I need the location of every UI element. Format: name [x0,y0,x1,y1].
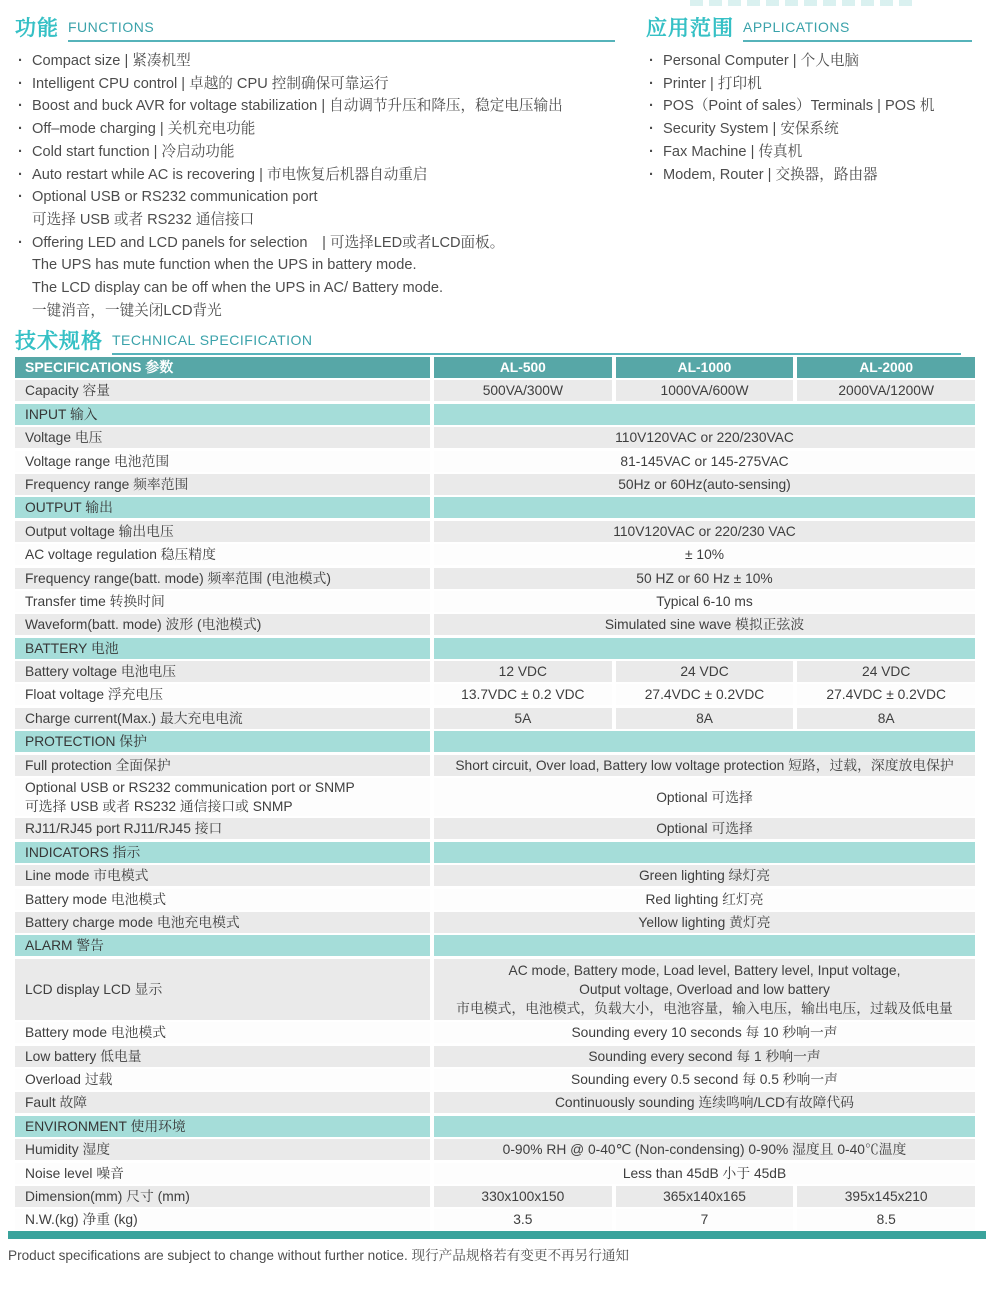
spec-row-value: ± 10% [434,544,975,565]
spec-row-value: 13.7VDC ± 0.2 VDC [434,684,612,705]
spec-section-row [15,935,975,956]
spec-row-value: Sounding every 10 seconds 每 10 秒响一声 [434,1022,975,1043]
spec-row-label: Humidity 湿度 [15,1139,430,1160]
spec-row [15,1163,975,1184]
application-item: · Personal Computer | 个人电脑 [646,50,972,73]
spec-row-value: 12 VDC [434,661,612,682]
spec-row-value: 5A [434,708,612,729]
function-item: · Compact size | 紧凑机型 [15,50,615,73]
spec-row-label: INDICATORS 指示 [15,842,430,863]
spec-section-row [15,404,975,425]
function-item-continuation: 可选择 USB 或者 RS232 通信接口 [32,211,255,228]
spec-row-value: 50 HZ or 60 Hz ± 10% [434,568,975,589]
spec-section-row [15,497,975,518]
spec-row [15,474,975,495]
spec-row [15,889,975,910]
applications-underline [743,19,972,42]
spec-row [15,1046,975,1067]
spec-title-en: TECHNICAL SPECIFICATION [112,332,313,348]
application-item: · Modem, Router | 交换器，路由器 [646,164,972,187]
spec-row-value: 8.5 [797,1209,975,1230]
spec-row [15,591,975,612]
spec-row-value: 8A [616,708,794,729]
functions-title-zh: 功能 [15,17,59,40]
function-item: · Intelligent CPU control | 卓越的 CPU 控制确保可靠运行 [15,73,615,96]
applications-title-en: APPLICATIONS [743,19,850,35]
spec-row [15,427,975,448]
spec-row-label: Full protection 全面保护 [15,755,430,776]
spec-row [15,865,975,886]
spec-row-value: 365x140x165 [616,1186,794,1207]
spec-row-value: Continuously sounding 连续鸣响/LCD有故障代码 [434,1092,975,1113]
spec-row [15,1139,975,1160]
applications-title-zh: 应用范围 [646,17,734,40]
spec-row [15,1186,975,1207]
function-item: · Cold start function | 冷启动功能 [15,141,615,164]
function-item: · Optional USB or RS232 communication port [15,186,615,209]
spec-title-zh: 技术规格 [15,330,103,353]
spec-section-fill [434,404,975,425]
spec-underline [112,332,961,355]
function-item: · Off–mode charging | 关机充电功能 [15,118,615,141]
spec-row [15,959,975,1020]
spec-row-value: Red lighting 红灯亮 [434,889,975,910]
spec-section-fill [434,638,975,659]
spec-table [15,357,975,1233]
spec-row [15,684,975,705]
function-item: · Boost and buck AVR for voltage stabilization | 自动调节升压和降压，稳定电压输出 [15,95,615,118]
spec-row [15,614,975,635]
function-item-continuation: The UPS has mute function when the UPS in battery mode. [32,257,417,274]
spec-row-value: Sounding every second 每 1 秒响一声 [434,1046,975,1067]
spec-row-label: Waveform(batt. mode) 波形 (电池模式) [15,614,430,635]
spec-section-row [15,731,975,752]
spec-header-col: AL-500 [434,357,612,378]
spec-row-label: INPUT 输入 [15,404,430,425]
applications-section [646,12,972,186]
spec-row-value: 110V120VAC or 220/230VAC [434,427,975,448]
functions-title-en: FUNCTIONS [68,19,155,35]
application-item: · Fax Machine | 传真机 [646,141,972,164]
spec-row [15,818,975,839]
spec-row-value: Optional 可选择 [434,778,975,816]
spec-row-label: Frequency range(batt. mode) 频率范围 (电池模式) [15,568,430,589]
spec-row-label: Low battery 低电量 [15,1046,430,1067]
spec-row-label: Voltage range 电池范围 [15,451,430,472]
spec-row [15,755,975,776]
spec-header-row [15,357,975,378]
spec-row-label: BATTERY 电池 [15,638,430,659]
application-item: · Security System | 安保系统 [646,118,972,141]
applications-list [646,50,972,186]
spec-row [15,451,975,472]
spec-row-label: Battery mode 电池模式 [15,1022,430,1043]
spec-row-label: Transfer time 转换时间 [15,591,430,612]
spec-header-label: SPECIFICATIONS 参数 [15,357,430,378]
spec-row-value: Less than 45dB 小于 45dB [434,1163,975,1184]
spec-row-label: Overload 过载 [15,1069,430,1090]
spec-header-col: AL-1000 [616,357,794,378]
function-item: · Auto restart while AC is recovering | 市电恢复后机器自动重启 [15,164,615,187]
spec-row-label: LCD display LCD 显示 [15,959,430,1020]
footer-note: Product specifications are subject to change without further notice. 现行产品规格若有变更不再另行通知 [8,1248,630,1263]
spec-row [15,1092,975,1113]
spec-row-value: Simulated sine wave 模拟正弦波 [434,614,975,635]
clipped-header-fragment [690,0,915,6]
spec-row-label: Battery mode 电池模式 [15,889,430,910]
spec-row [15,544,975,565]
spec-row-label: Line mode 市电模式 [15,865,430,886]
spec-row-label: N.W.(kg) 净重 (kg) [15,1209,430,1230]
spec-header-col: AL-2000 [797,357,975,378]
spec-row [15,568,975,589]
spec-row-value: 81-145VAC or 145-275VAC [434,451,975,472]
spec-row-value: Optional 可选择 [434,818,975,839]
spec-row-value: Short circuit, Over load, Battery low voltage protection 短路，过载，深度放电保护 [434,755,975,776]
spec-section-fill [434,842,975,863]
functions-underline [68,19,615,42]
spec-row-value: 395x145x210 [797,1186,975,1207]
spec-section-row [15,842,975,863]
spec-section-fill [434,1116,975,1137]
spec-row-label: Float voltage 浮充电压 [15,684,430,705]
spec-row-value: Yellow lighting 黄灯亮 [434,912,975,933]
spec-row [15,1069,975,1090]
functions-heading [15,12,615,42]
functions-list [15,50,615,322]
spec-row-value: 24 VDC [616,661,794,682]
functions-section [15,12,615,322]
spec-row-label: Battery charge mode 电池充电模式 [15,912,430,933]
spec-section-fill [434,497,975,518]
spec-row-value: Typical 6-10 ms [434,591,975,612]
spec-row [15,1209,975,1230]
table-bottom-bar [8,1231,986,1239]
spec-row-label: RJ11/RJ45 port RJ11/RJ45 接口 [15,818,430,839]
spec-row-label: Charge current(Max.) 最大充电电流 [15,708,430,729]
spec-row-label: Fault 故障 [15,1092,430,1113]
spec-row-value: 1000VA/600W [616,380,794,401]
spec-row [15,521,975,542]
technical-specification-heading [15,325,961,355]
spec-row [15,912,975,933]
spec-row-label: Frequency range 频率范围 [15,474,430,495]
spec-row [15,1022,975,1043]
spec-row-label: OUTPUT 输出 [15,497,430,518]
spec-row-value: 110V120VAC or 220/230 VAC [434,521,975,542]
spec-row [15,380,975,401]
spec-row-value: 0-90% RH @ 0-40℃ (Non-condensing) 0-90% 湿度且 0-40℃温度 [434,1139,975,1160]
spec-row-label: AC voltage regulation 稳压精度 [15,544,430,565]
spec-row-label: ENVIRONMENT 使用环境 [15,1116,430,1137]
spec-row [15,708,975,729]
spec-row-value: 3.5 [434,1209,612,1230]
spec-row-label: Dimension(mm) 尺寸 (mm) [15,1186,430,1207]
spec-row-label: ALARM 警告 [15,935,430,956]
spec-section-fill [434,731,975,752]
spec-row-value: Green lighting 绿灯亮 [434,865,975,886]
spec-row-value: Sounding every 0.5 second 每 0.5 秒响一声 [434,1069,975,1090]
function-item: · Offering LED and LCD panels for selection | 可选择LED或者LCD面板。 [15,232,615,255]
spec-row-value: 2000VA/1200W [797,380,975,401]
spec-row-label: Noise level 噪音 [15,1163,430,1184]
spec-row [15,778,975,816]
spec-section-row [15,638,975,659]
spec-row-value: 330x100x150 [434,1186,612,1207]
application-item: · Printer | 打印机 [646,73,972,96]
spec-section-fill [434,935,975,956]
spec-row-label: Optional USB or RS232 communication port or SNMP 可选择 USB 或者 RS232 通信接口或 SNMP [15,778,430,816]
spec-row-label: PROTECTION 保护 [15,731,430,752]
applications-heading [646,12,972,42]
spec-row-value: 27.4VDC ± 0.2VDC [616,684,794,705]
function-item-continuation: 一键消音，一键关闭LCD背光 [32,302,222,319]
spec-row-value: 24 VDC [797,661,975,682]
spec-row-value: 27.4VDC ± 0.2VDC [797,684,975,705]
spec-row-value: AC mode, Battery mode, Load level, Battery level, Input voltage, Output voltage, Overload and low battery 市电模式，电池模式，负载大小，电池容量，输入电压，输出电压，过载及低电量 [434,959,975,1020]
spec-row [15,661,975,682]
spec-row-label: Battery voltage 电池电压 [15,661,430,682]
spec-row-label: Voltage 电压 [15,427,430,448]
function-item-continuation: The LCD display can be off when the UPS in AC/ Battery mode. [32,280,444,297]
spec-row-value: 50Hz or 60Hz(auto-sensing) [434,474,975,495]
application-item: · POS（Point of sales）Terminals | POS 机 [646,95,972,118]
spec-row-value: 7 [616,1209,794,1230]
spec-row-label: Capacity 容量 [15,380,430,401]
spec-row-value: 8A [797,708,975,729]
spec-section-row [15,1116,975,1137]
spec-row-value: 500VA/300W [434,380,612,401]
spec-row-label: Output voltage 输出电压 [15,521,430,542]
